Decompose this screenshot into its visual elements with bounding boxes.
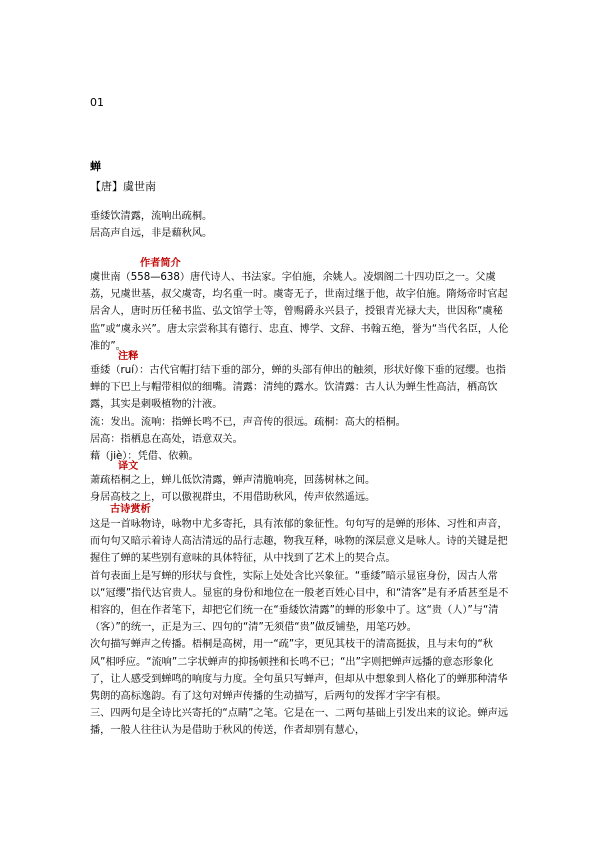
paragraph: 居高：指栖息在高处，语意双关。 <box>90 433 243 445</box>
poem-text <box>90 208 510 242</box>
poem-author: 【唐】虞世南 <box>90 180 156 193</box>
page-number: 01 <box>90 96 104 109</box>
appreciation-body <box>90 516 510 740</box>
poem-title: 蝉 <box>90 160 101 173</box>
paragraph: 身居高枝之上，可以傲视群虫，不用借助秋风，传声依然遥远。 <box>90 492 376 504</box>
author-intro-body <box>90 269 510 355</box>
notes-heading: 注释 <box>118 351 139 362</box>
author-intro-heading: 作者简介 <box>140 258 181 269</box>
paragraph: 藉（jiè）：凭借、依赖。 <box>90 451 199 463</box>
poem-line: 居高声自远，非是藉秋风。 <box>90 228 213 240</box>
paragraph: 三、四两句是全诗比兴寄托的“点睛”之笔。它是在一、二两句基础上引发出来的议论。蝉声远播，一般人往往认为是借助于秋风的传送，作者却别有慧心， <box>90 708 509 737</box>
paragraph: 次句描写蝉声之传播。梧桐是高树，用一“疏”字，更见其枝干的清高挺拔，且与末句的“秋风”相呼应。“流响”二字状蝉声的抑扬顿挫和长鸣不已；“出”字则把蝉声远播的意态形象化了，让人感受到蝉鸣的响度与力度。全句虽只写蝉声，但却从中想象到人格化了的蝉那种清华隽朗的高标逸韵。有了这句对蝉声传播的生动描写，后两句的发挥才字字有根。 <box>90 639 508 703</box>
notes-body <box>90 362 510 465</box>
paragraph: 虞世南（558—638）唐代诗人、书法家。字伯施，余姚人。凌烟阁二十四功臣之一。父虞荔，兄虞世基，叔父虞寄，均名重一时。虞寄无子，世南过继于他，故字伯施。隋炀帝时官起居舍人，唐时历任秘书监、弘文馆学士等，曾赐爵永兴县子，授银青光禄大夫，世因称“虞秘监”或“虞永兴”。唐太宗尝称其有德行、忠直、博学、文辞、书翰五绝，誉为“当代名臣，人伦准的”。 <box>90 272 509 352</box>
paragraph: 流：发出。流响：指蝉长鸣不已，声音传的很远。疏桐：高大的梧桐。 <box>90 416 406 428</box>
paragraph: 萧疏梧桐之上，蝉儿低饮清露，蝉声清脆响亮，回荡树林之间。 <box>90 475 376 486</box>
appreciation-heading: 古诗赏析 <box>110 504 151 515</box>
translation-body <box>90 472 510 506</box>
paragraph: 首句表面上是写蝉的形状与食性，实际上处处含比兴象征。“垂緌”暗示显宦身份，因古人常以“冠缨”指代达官贵人。显宦的身份和地位在一般老百姓心目中，和“清客”是有矛盾甚至是不相容的，但在作者笔下，却把它们统一在“垂緌饮清露”的蝉的形象中了。这“贵（人）”与“清（客）”的统一，正是为三、四句的“清”无须借“贵”做反铺垫，用笔巧妙。 <box>90 570 509 634</box>
translation-heading: 译文 <box>118 461 139 472</box>
poem-line: 垂緌饮清露，流响出疏桐。 <box>90 211 213 222</box>
paragraph: 这是一首咏物诗，咏物中尤多寄托，具有浓郁的象征性。句句写的是蝉的形体、习性和声音，而句句又暗示着诗人高洁清远的品行志趣，物我互释，咏物的深层意义是咏人。诗的关键是把握住了蝉的某些别有意味的具体特征，从中找到了艺术上的契合点。 <box>90 519 508 565</box>
paragraph: 垂緌（ruí）：古代官帽打结下垂的部分，蝉的头部有伸出的触须，形状好像下垂的冠缨。也指蝉的下巴上与帽带相似的细嘴。清露：清纯的露水。饮清露：古人认为蝉生性高洁，栖高饮露，其实是刺吸植物的汁液。 <box>90 365 506 411</box>
